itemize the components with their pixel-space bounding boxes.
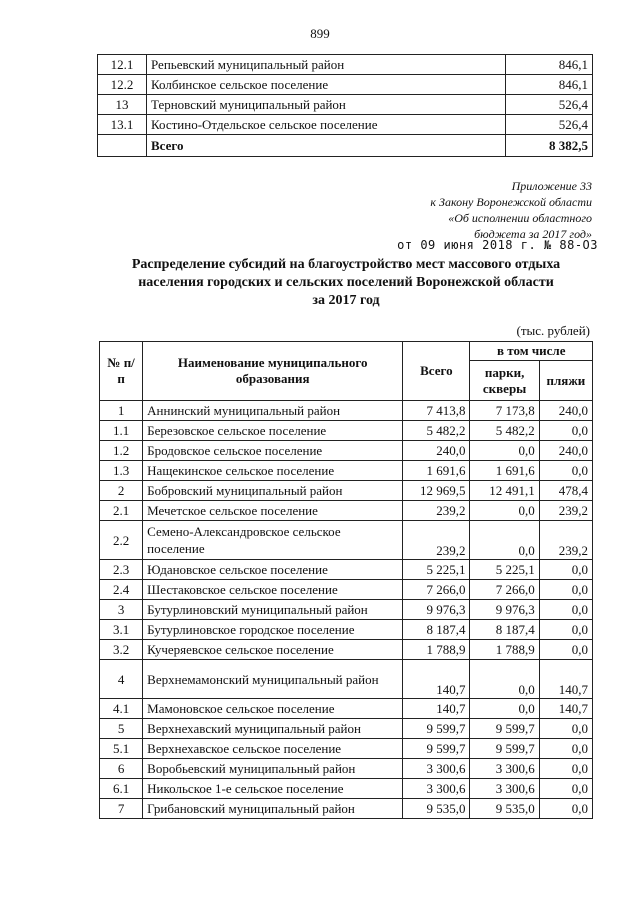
col-header-beaches: пляжи: [539, 361, 592, 401]
appendix-date: от 09 июня 2018 г. № 88-ОЗ: [397, 238, 598, 252]
document-heading: [96, 256, 596, 310]
table-row: [100, 779, 593, 799]
row-beaches: 0,0: [539, 620, 592, 640]
row-parks: 1 788,9: [470, 640, 539, 660]
row-beaches: 0,0: [539, 759, 592, 779]
row-parks: 12 491,1: [470, 481, 539, 501]
row-number: 13.1: [98, 115, 147, 135]
row-number: 12.1: [98, 55, 147, 75]
row-beaches: 0,0: [539, 779, 592, 799]
row-name: Бобровский муниципальный район: [143, 481, 403, 501]
row-number: 4: [100, 660, 143, 699]
row-parks: 1 691,6: [470, 461, 539, 481]
row-parks: 9 599,7: [470, 719, 539, 739]
row-beaches: 0,0: [539, 461, 592, 481]
row-parks: 0,0: [470, 501, 539, 521]
row-total: 9 976,3: [403, 600, 470, 620]
row-parks: 7 266,0: [470, 580, 539, 600]
total-number: [98, 135, 147, 157]
row-number: 1.3: [100, 461, 143, 481]
table-row: [100, 580, 593, 600]
row-beaches: 0,0: [539, 421, 592, 441]
row-parks: 9 599,7: [470, 739, 539, 759]
row-parks: 0,0: [470, 660, 539, 699]
row-name: Березовское сельское поселение: [143, 421, 403, 441]
row-beaches: 0,0: [539, 560, 592, 580]
row-name: Колбинское сельское поселение: [147, 75, 506, 95]
table-row: [100, 660, 593, 699]
row-number: 2: [100, 481, 143, 501]
table-row: [100, 620, 593, 640]
table-row: [98, 75, 593, 95]
row-parks: 9 535,0: [470, 799, 539, 819]
row-name: Мечетское сельское поселение: [143, 501, 403, 521]
row-number: 2.1: [100, 501, 143, 521]
row-beaches: 0,0: [539, 640, 592, 660]
row-name: Костино-Отдельское сельское поселение: [147, 115, 506, 135]
row-name: Верхнемамонский муниципальный район: [143, 660, 403, 699]
row-total: 7 266,0: [403, 580, 470, 600]
row-value: 526,4: [506, 95, 593, 115]
row-total: 12 969,5: [403, 481, 470, 501]
row-beaches: 240,0: [539, 401, 592, 421]
row-beaches: 140,7: [539, 660, 592, 699]
row-beaches: 0,0: [539, 799, 592, 819]
row-parks: 0,0: [470, 441, 539, 461]
row-name: Бутурлиновский муниципальный район: [143, 600, 403, 620]
row-total: 5 482,2: [403, 421, 470, 441]
row-parks: 3 300,6: [470, 759, 539, 779]
col-header-number: № п/п: [100, 342, 143, 401]
row-beaches: 0,0: [539, 719, 592, 739]
table-row: [98, 55, 593, 75]
row-number: 6.1: [100, 779, 143, 799]
row-beaches: 0,0: [539, 739, 592, 759]
row-name: Верхнехавский муниципальный район: [143, 719, 403, 739]
row-name: Верхнехавское сельское поселение: [143, 739, 403, 759]
table-row: [100, 481, 593, 501]
row-value: 846,1: [506, 55, 593, 75]
row-total: 3 300,6: [403, 759, 470, 779]
table-row: [100, 401, 593, 421]
row-number: 3: [100, 600, 143, 620]
row-parks: 0,0: [470, 521, 539, 560]
table-row: [100, 441, 593, 461]
row-total: 1 691,6: [403, 461, 470, 481]
total-value: 8 382,5: [506, 135, 593, 157]
row-number: 2.2: [100, 521, 143, 560]
row-number: 1.1: [100, 421, 143, 441]
row-beaches: 140,7: [539, 699, 592, 719]
subsidy-table: [99, 341, 593, 819]
table-row: [100, 799, 593, 819]
row-number: 4.1: [100, 699, 143, 719]
row-parks: 8 187,4: [470, 620, 539, 640]
row-total: 9 599,7: [403, 739, 470, 759]
row-total: 9 535,0: [403, 799, 470, 819]
row-total: 239,2: [403, 501, 470, 521]
table-row: [100, 560, 593, 580]
row-beaches: 0,0: [539, 600, 592, 620]
total-label: Всего: [147, 135, 506, 157]
row-beaches: 0,0: [539, 580, 592, 600]
row-total: 7 413,8: [403, 401, 470, 421]
row-name: Аннинский муниципальный район: [143, 401, 403, 421]
row-total: 240,0: [403, 441, 470, 461]
row-total: 8 187,4: [403, 620, 470, 640]
row-total: 140,7: [403, 660, 470, 699]
row-number: 13: [98, 95, 147, 115]
row-name: Бродовское сельское поселение: [143, 441, 403, 461]
table-row: [98, 115, 593, 135]
table-row: [100, 600, 593, 620]
col-header-including: в том числе: [470, 342, 593, 361]
row-name: Репьевский муниципальный район: [147, 55, 506, 75]
heading-line: Распределение субсидий на благоустройство мест массового отдыха: [131, 257, 561, 272]
units-label: (тыс. рублей): [516, 323, 590, 338]
heading-line: за 2017 год: [312, 293, 380, 308]
row-beaches: 239,2: [539, 501, 592, 521]
appendix-note: [430, 178, 592, 242]
col-header-total: Всего: [403, 342, 470, 401]
row-number: 5: [100, 719, 143, 739]
row-name: Бутурлиновское городское поселение: [143, 620, 403, 640]
row-total: 9 599,7: [403, 719, 470, 739]
row-number: 2.4: [100, 580, 143, 600]
table-row: [100, 640, 593, 660]
col-header-name: Наименование муниципального образования: [143, 342, 403, 401]
row-total: 3 300,6: [403, 779, 470, 799]
appendix-line: Приложение 33: [511, 179, 592, 193]
row-parks: 7 173,8: [470, 401, 539, 421]
row-number: 6: [100, 759, 143, 779]
row-name: Семено-Александровское сельское поселение: [143, 521, 403, 560]
appendix-line: бюджета за 2017 год»: [474, 227, 592, 241]
row-value: 846,1: [506, 75, 593, 95]
table-row: [98, 95, 593, 115]
continued-table: [97, 54, 593, 157]
row-total: 140,7: [403, 699, 470, 719]
row-number: 7: [100, 799, 143, 819]
col-header-parks: парки, скверы: [470, 361, 539, 401]
appendix-line: к Закону Воронежской области: [430, 195, 592, 209]
row-name: Мамоновское сельское поселение: [143, 699, 403, 719]
appendix-line: «Об исполнении областного: [448, 211, 592, 225]
row-total: 5 225,1: [403, 560, 470, 580]
row-name: Грибановский муниципальный район: [143, 799, 403, 819]
table-row: [100, 699, 593, 719]
row-beaches: 239,2: [539, 521, 592, 560]
row-parks: 3 300,6: [470, 779, 539, 799]
row-number: 12.2: [98, 75, 147, 95]
heading-line: населения городских и сельских поселений Воронежской области: [138, 275, 554, 290]
page-number: 899: [310, 26, 330, 41]
row-number: 2.3: [100, 560, 143, 580]
row-name: Никольское 1-е сельское поселение: [143, 779, 403, 799]
row-parks: 9 976,3: [470, 600, 539, 620]
row-number: 1.2: [100, 441, 143, 461]
row-number: 1: [100, 401, 143, 421]
row-name: Шестаковское сельское поселение: [143, 580, 403, 600]
table-row: [100, 739, 593, 759]
row-beaches: 478,4: [539, 481, 592, 501]
row-name: Воробьевский муниципальный район: [143, 759, 403, 779]
row-number: 5.1: [100, 739, 143, 759]
table-row: [100, 521, 593, 560]
row-parks: 5 482,2: [470, 421, 539, 441]
row-name: Юдановское сельское поселение: [143, 560, 403, 580]
row-parks: 5 225,1: [470, 560, 539, 580]
row-name: Терновский муниципальный район: [147, 95, 506, 115]
row-name: Кучеряевское сельское поселение: [143, 640, 403, 660]
table-row: [100, 461, 593, 481]
row-number: 3.1: [100, 620, 143, 640]
table-row: [100, 759, 593, 779]
table-row: [100, 421, 593, 441]
row-total: 1 788,9: [403, 640, 470, 660]
row-name: Нащекинское сельское поселение: [143, 461, 403, 481]
table-row: [100, 719, 593, 739]
total-row: [98, 135, 593, 157]
row-total: 239,2: [403, 521, 470, 560]
row-parks: 0,0: [470, 699, 539, 719]
row-number: 3.2: [100, 640, 143, 660]
row-beaches: 240,0: [539, 441, 592, 461]
table-row: [100, 501, 593, 521]
row-value: 526,4: [506, 115, 593, 135]
